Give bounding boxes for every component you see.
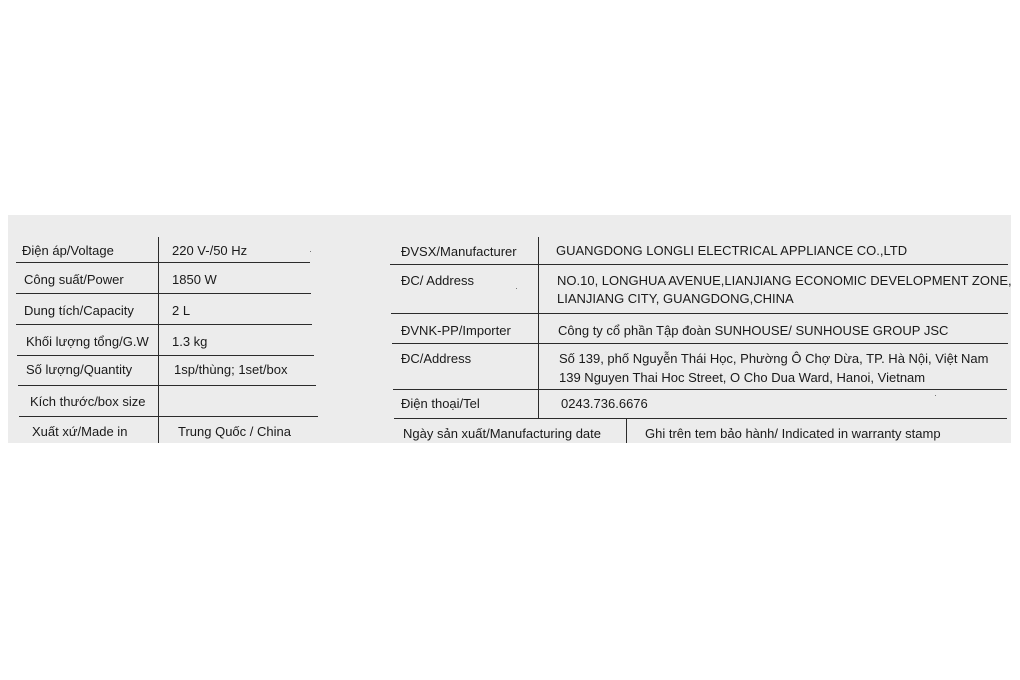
- tel-label: Điện thoại/Tel: [401, 396, 480, 411]
- row-divider: [16, 293, 311, 294]
- voltage-value: 220 V-/50 Hz: [172, 243, 248, 258]
- row-divider: [393, 389, 1007, 390]
- row-divider: [391, 313, 1008, 314]
- row-divider: [18, 385, 316, 386]
- row-divider: [16, 324, 312, 325]
- importer-label: ĐVNK-PP/Importer: [401, 323, 511, 338]
- importer-address-line-2: 139 Nguyen Thai Hoc Street, O Cho Dua Ward, Hanoi, Vietnam: [559, 370, 926, 385]
- gross-weight-value: 1.3 kg: [172, 334, 208, 349]
- quantity-value: 1sp/thùng; 1set/box: [174, 362, 288, 377]
- column-divider: [158, 237, 159, 443]
- manufacturing-date-value: Ghi trên tem bảo hành/ Indicated in warranty stamp: [645, 426, 941, 441]
- box-size-label: Kích thước/box size: [30, 394, 146, 409]
- gross-weight-label: Khối lượng tổng/G.W: [26, 334, 149, 349]
- capacity-value: 2 L: [172, 303, 191, 318]
- made-in-label: Xuất xứ/Made in: [32, 424, 128, 439]
- row-divider: [390, 264, 1008, 265]
- row-divider: [19, 416, 318, 417]
- capacity-label: Dung tích/Capacity: [24, 303, 134, 318]
- manufacturer-address-line-2: LIANJIANG CITY, GUANGDONG,CHINA: [557, 291, 794, 306]
- power-label: Công suất/Power: [24, 272, 124, 287]
- manufacturer-value: GUANGDONG LONGLI ELECTRICAL APPLIANCE CO.,LTD: [556, 243, 908, 258]
- row-divider: [17, 355, 314, 356]
- power-value: 1850 W: [172, 272, 217, 287]
- quantity-label: Số lượng/Quantity: [26, 362, 133, 377]
- manufacturing-date-label: Ngày sản xuất/Manufacturing date: [403, 426, 602, 441]
- product-label: [8, 215, 1011, 443]
- row-divider: [394, 418, 1007, 419]
- manufacturer-label: ĐVSX/Manufacturer: [401, 244, 517, 259]
- tel-value: 0243.736.6676: [561, 396, 648, 411]
- column-divider: [626, 418, 627, 443]
- made-in-value: Trung Quốc / China: [178, 424, 291, 439]
- importer-value: Công ty cổ phần Tập đoàn SUNHOUSE/ SUNHOUSE GROUP JSC: [558, 323, 949, 338]
- voltage-label: Điện áp/Voltage: [22, 243, 114, 258]
- row-divider: [16, 262, 310, 263]
- importer-address-line-1: Số 139, phố Nguyễn Thái Học, Phường Ô Chợ Dừa, TP. Hà Nội, Việt Nam: [559, 351, 989, 366]
- row-divider: [392, 343, 1008, 344]
- print-speck: [516, 288, 517, 289]
- manufacturer-address-label: ĐC/ Address: [401, 273, 474, 288]
- manufacturer-address-line-1: NO.10, LONGHUA AVENUE,LIANJIANG ECONOMIC DEVELOPMENT ZONE,: [557, 273, 1012, 288]
- column-divider: [538, 237, 539, 418]
- print-speck: [935, 395, 936, 396]
- print-speck: [310, 251, 311, 252]
- importer-address-label: ĐC/Address: [401, 351, 472, 366]
